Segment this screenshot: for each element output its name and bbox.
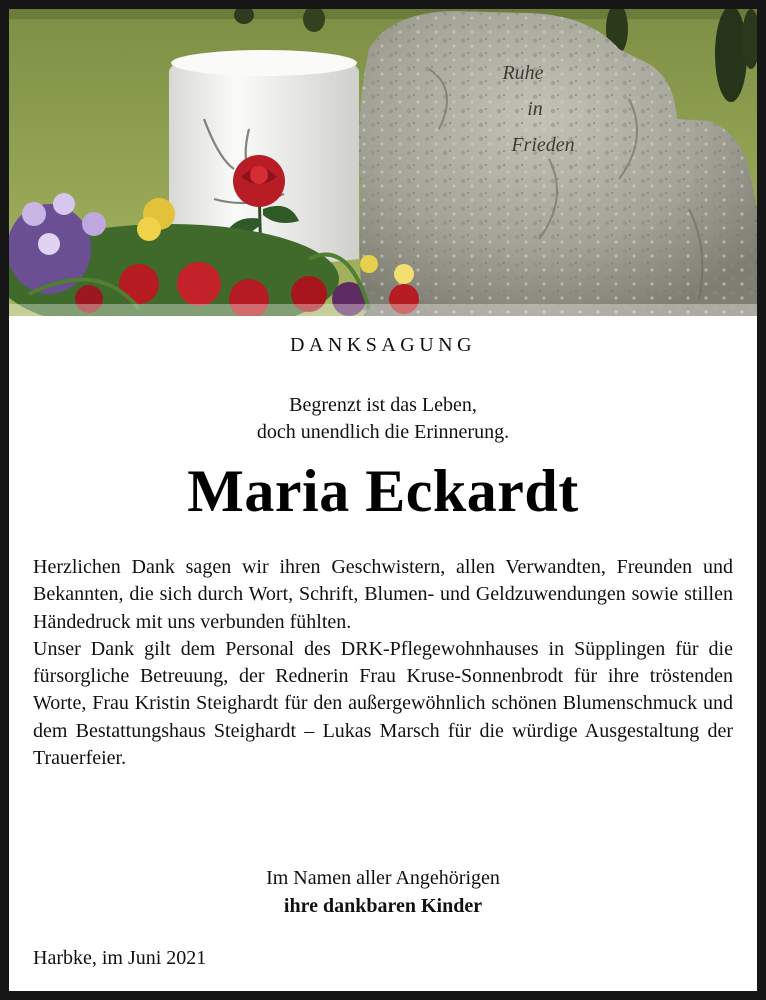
deceased-name: Maria Eckardt <box>187 458 579 524</box>
memorial-illustration <box>9 9 757 316</box>
inscription-line-3: Frieden <box>511 134 575 156</box>
notice-card <box>9 9 757 991</box>
signature-line-1: Im Namen aller Angehörigen <box>266 867 500 889</box>
verse-line-2: doch unendlich die Erinnerung. <box>256 421 510 443</box>
thanks-paragraph-1: Herzlichen Dank sagen wir ihren Geschwistern, allen Verwandten, Freunden und Bekannten, die sich durch Wort, Schrift, Blumen- und Geldzuwendungen sowie stillen Händedruck mit uns verbunden fühlten. <box>33 556 733 633</box>
thanks-text <box>33 554 733 772</box>
notice-heading: DANKSAGUNG <box>289 334 477 356</box>
signature-line-2: ihre dankbaren Kinder <box>283 895 483 917</box>
memorial-verse <box>9 392 757 446</box>
thanks-paragraph-2: Unser Dank gilt dem Personal des DRK-Pflegewohnhauses in Süpplingen für die fürsorgliche Betreuung, der Rednerin Frau Kruse-Sonnenbrodt für ihre tröstenden Worte, Frau Kristin Steighardt für den außergewöhnlich schönen Blumenschmuck und dem Bestattungshaus Steighardt – Lukas Marsch für die würdige Ausgestaltung der Trauerfeier. <box>33 637 733 770</box>
inscription-line-2: in <box>527 98 543 120</box>
inscription-line-1: Ruhe <box>502 62 544 84</box>
place-and-date: Harbke, im Juni 2021 <box>33 947 207 969</box>
signature-block <box>9 864 757 920</box>
verse-line-1: Begrenzt ist das Leben, <box>289 394 477 416</box>
memorial-photo <box>9 9 757 316</box>
